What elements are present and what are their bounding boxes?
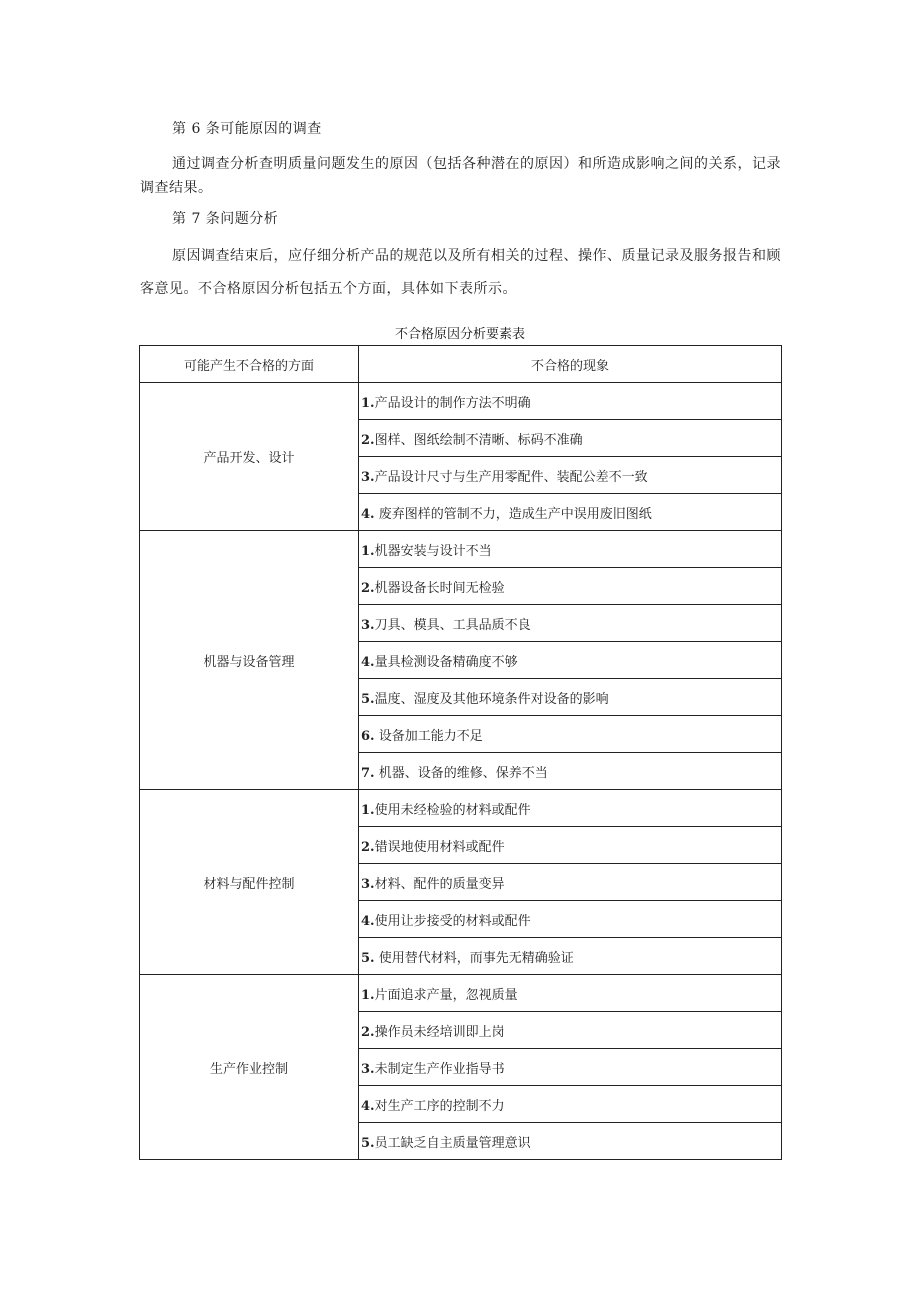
item-number: 5. [361,691,375,707]
article6-body: 通过调查分析查明质量问题发生的原因（包括各种潜在的原因）和所造成影响之间的关系，记录调查结果。 [140,156,781,196]
item-number: 2. [361,1024,375,1040]
table-row [140,790,782,827]
item-text: 操作员未经培训即上岗 [374,1024,505,1040]
item-text: 产品设计的制作方法不明确 [374,395,531,411]
item-number: 1. [361,543,375,559]
item-number: 4. [361,913,375,929]
item-text: 机器安装与设计不当 [374,543,492,559]
table-row [140,383,782,420]
item-number: 4. [361,506,375,522]
item-text: 设备加工能力不足 [374,728,483,744]
table-header-row [140,346,782,383]
phenomenon-cell [359,568,782,605]
phenomenon-cell [359,494,782,531]
phenomenon-cell [359,901,782,938]
item-text: 使用未经检验的材料或配件 [374,802,531,818]
item-number: 1. [361,802,375,818]
phenomenon-cell [359,1123,782,1160]
item-number: 2. [361,839,375,855]
item-number: 5. [361,1135,375,1151]
item-number: 5. [361,950,375,966]
phenomenon-cell [359,790,782,827]
item-text: 产品设计尺寸与生产用零配件、装配公差不一致 [374,469,648,485]
table-row [140,975,782,1012]
item-text: 使用让步接受的材料或配件 [374,913,531,929]
phenomenon-cell [359,1086,782,1123]
phenomenon-cell [359,1012,782,1049]
article7-body: 原因调查结束后，应仔细分析产品的规范以及所有相关的过程、操作、质量记录及服务报告和顾客意见。不合格原因分析包括五个方面，具体如下表所示。 [140,248,781,297]
aspect-cell: 机器与设备管理 [140,531,359,790]
phenomenon-cell [359,753,782,790]
item-number: 1. [361,987,375,1003]
item-number: 3. [361,1061,375,1077]
item-number: 3. [361,617,375,633]
item-number: 1. [361,395,375,411]
phenomenon-cell [359,938,782,975]
phenomenon-cell [359,679,782,716]
item-text: 错误地使用材料或配件 [374,839,505,855]
header-phenomenon: 不合格的现象 [359,346,782,383]
item-text: 废弃图样的管制不力，造成生产中误用废旧图纸 [374,506,652,522]
item-text: 未制定生产作业指导书 [374,1061,505,1077]
item-number: 2. [361,432,375,448]
phenomenon-cell [359,383,782,420]
item-number: 4. [361,654,375,670]
article7-heading: 第 7 条问题分析 [172,211,279,227]
table-title: 不合格原因分析要素表 [394,327,525,342]
article6-heading: 第 6 条可能原因的调查 [172,121,322,137]
phenomenon-cell [359,975,782,1012]
phenomenon-cell [359,457,782,494]
phenomenon-cell [359,605,782,642]
phenomenon-cell [359,716,782,753]
item-number: 2. [361,580,375,596]
item-text: 使用替代材料，而事先无精确验证 [374,950,574,966]
nonconformity-cause-table [139,345,782,1160]
aspect-cell: 生产作业控制 [140,975,359,1160]
item-text: 刀具、模具、工具品质不良 [374,617,531,633]
item-text: 机器设备长时间无检验 [374,580,505,596]
item-text: 片面追求产量，忽视质量 [374,987,518,1003]
phenomenon-cell [359,642,782,679]
item-text: 图样、图纸绘制不清晰、标码不准确 [374,432,583,448]
item-text: 对生产工序的控制不力 [374,1098,505,1114]
item-number: 4. [361,1098,375,1114]
item-number: 6. [361,728,375,744]
item-text: 温度、湿度及其他环境条件对设备的影响 [374,691,609,707]
item-number: 3. [361,469,375,485]
aspect-cell: 产品开发、设计 [140,383,359,531]
item-text: 量具检测设备精确度不够 [374,654,518,670]
item-text: 员工缺乏自主质量管理意识 [374,1135,531,1151]
phenomenon-cell [359,864,782,901]
item-text: 材料、配件的质量变异 [374,876,505,892]
phenomenon-cell [359,827,782,864]
phenomenon-cell [359,1049,782,1086]
header-aspect: 可能产生不合格的方面 [140,346,359,383]
aspect-cell: 材料与配件控制 [140,790,359,975]
item-text: 机器、设备的维修、保养不当 [374,765,548,781]
table-row [140,531,782,568]
phenomenon-cell [359,420,782,457]
item-number: 3. [361,876,375,892]
item-number: 7. [361,765,375,781]
phenomenon-cell [359,531,782,568]
